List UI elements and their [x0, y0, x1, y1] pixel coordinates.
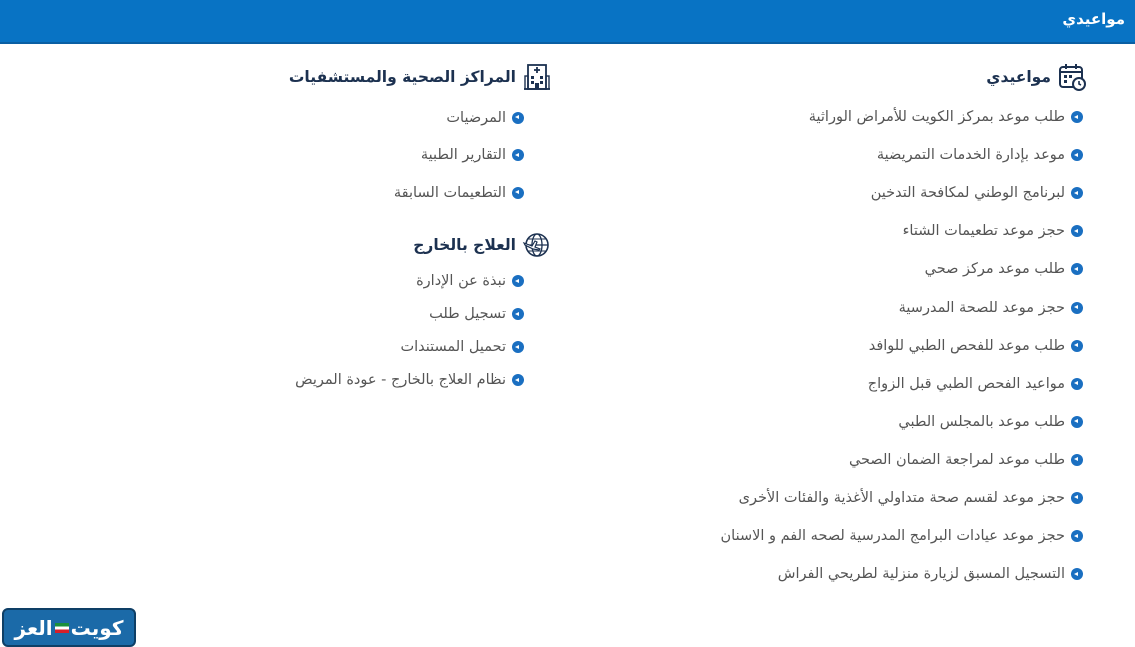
arrow-circle-icon: [1071, 302, 1083, 314]
calendar-clock-icon: [1057, 62, 1087, 92]
arrow-circle-icon: [1071, 530, 1083, 542]
arrow-circle-icon: [1071, 187, 1083, 199]
arrow-circle-icon: [1071, 492, 1083, 504]
list-item[interactable]: التطعيمات السابقة: [222, 174, 524, 212]
list-item[interactable]: طلب موعد بمركز الكويت للأمراض الوراثية: [607, 98, 1083, 136]
site-logo[interactable]: [2, 608, 136, 647]
list-item[interactable]: مواعيد الفحص الطبي قبل الزواج: [607, 365, 1083, 403]
arrow-circle-icon: [512, 341, 524, 353]
arrow-circle-icon: [1071, 378, 1083, 390]
arrow-circle-icon: [1071, 568, 1083, 580]
arrow-circle-icon: [1071, 225, 1083, 237]
health-centers-list: [222, 99, 524, 212]
list-item[interactable]: حجز موعد للصحة المدرسية: [607, 288, 1083, 326]
appointments-header: [607, 62, 1087, 92]
list-item[interactable]: طلب موعد مركز صحي: [607, 250, 1083, 288]
arrow-circle-icon: [1071, 454, 1083, 466]
arrow-circle-icon: [1071, 416, 1083, 428]
list-item[interactable]: طلب موعد لمراجعة الضمان الصحي: [607, 441, 1083, 479]
arrow-circle-icon: [512, 112, 524, 124]
health-centers-title: المراكز الصحية والمستشفيات: [288, 68, 516, 86]
arrow-circle-icon: [512, 374, 524, 386]
kuwait-flag-icon: [55, 623, 69, 633]
arrow-circle-icon: [512, 149, 524, 161]
arrow-circle-icon: [512, 308, 524, 320]
list-item[interactable]: التقارير الطبية: [222, 137, 524, 175]
top-bar: [0, 0, 1135, 44]
appointments-section: [607, 62, 1087, 593]
page-title: مواعيدي: [1062, 10, 1125, 28]
list-item[interactable]: طلب موعد بالمجلس الطبي: [607, 403, 1083, 441]
logo-text-left: العز: [14, 615, 53, 640]
arrow-circle-icon: [1071, 111, 1083, 123]
appointments-title: مواعيدي: [986, 68, 1051, 86]
list-item[interactable]: حجز موعد تطعيمات الشتاء: [607, 212, 1083, 250]
appointments-list: [607, 98, 1083, 593]
logo-text-right: كويت: [70, 615, 124, 640]
side-sections: [222, 62, 552, 397]
globe-plane-icon: [522, 230, 552, 260]
list-item[interactable]: حجز موعد لقسم صحة متداولي الأغذية والفئات الأخرى: [607, 479, 1083, 517]
health-centers-header: [222, 62, 552, 92]
list-item[interactable]: نظام العلاج بالخارج - عودة المريض: [222, 364, 524, 397]
list-item[interactable]: لبرنامج الوطني لمكافحة التدخين: [607, 174, 1083, 212]
list-item[interactable]: تسجيل طلب: [222, 298, 524, 331]
list-item[interactable]: حجز موعد عيادات البرامج المدرسية لصحه الفم و الاسنان: [607, 517, 1083, 555]
arrow-circle-icon: [512, 275, 524, 287]
health-centers-section: [222, 62, 552, 212]
treatment-abroad-title: العلاج بالخارج: [413, 235, 516, 254]
treatment-abroad-header: [222, 230, 552, 260]
arrow-circle-icon: [1071, 340, 1083, 352]
hospital-building-icon: [522, 62, 552, 92]
list-item[interactable]: تحميل المستندات: [222, 331, 524, 364]
list-item[interactable]: طلب موعد للفحص الطبي للوافد: [607, 327, 1083, 365]
list-item[interactable]: التسجيل المسبق لزيارة منزلية لطريحي الفراش: [607, 555, 1083, 593]
treatment-abroad-list: [222, 265, 524, 397]
treatment-abroad-section: [222, 230, 552, 397]
arrow-circle-icon: [1071, 149, 1083, 161]
arrow-circle-icon: [512, 187, 524, 199]
list-item[interactable]: نبذة عن الإدارة: [222, 265, 524, 298]
list-item[interactable]: المرضيات: [222, 99, 524, 137]
arrow-circle-icon: [1071, 263, 1083, 275]
list-item[interactable]: موعد بإدارة الخدمات التمريضية: [607, 136, 1083, 174]
